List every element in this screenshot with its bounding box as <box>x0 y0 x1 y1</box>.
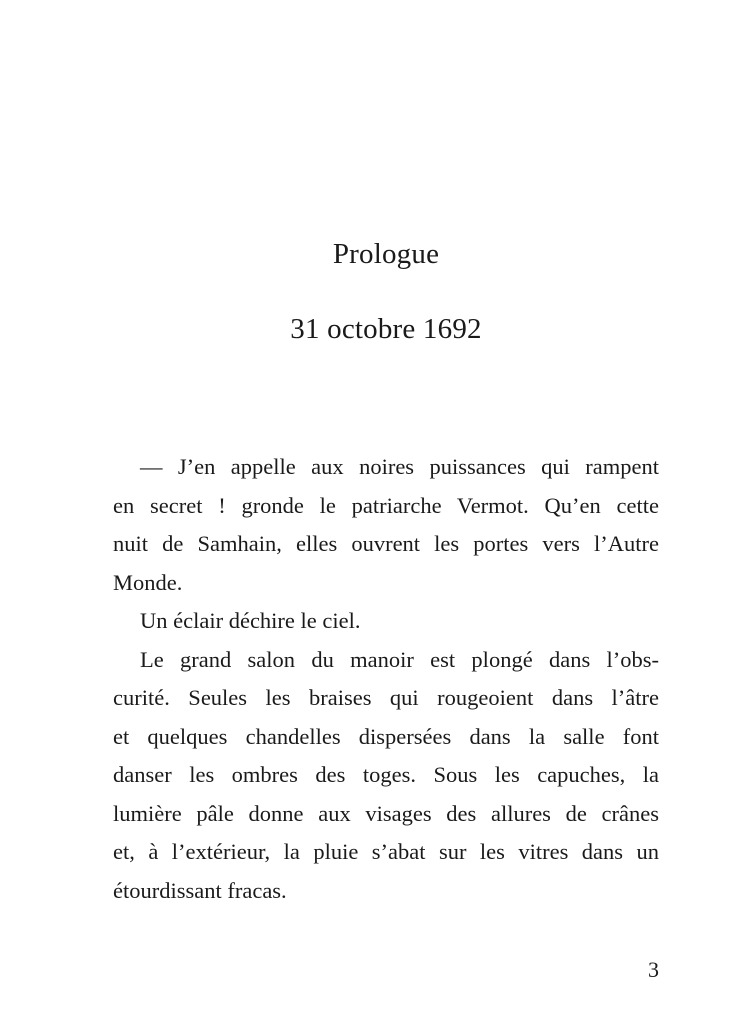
paragraph <box>113 641 659 911</box>
text-line: Un éclair déchire le ciel. <box>140 608 361 633</box>
text-line: nuit de Samhain, elles ouvrent les portes vers l’Autre <box>113 531 659 556</box>
text-line: Monde. <box>113 569 183 595</box>
page-number: 3 <box>648 957 659 982</box>
paragraph <box>113 602 659 641</box>
text-line: étourdissant fracas. <box>113 877 287 903</box>
text-line: et quelques chandelles dispersées dans la salle font <box>113 723 659 749</box>
chapter-title: Prologue <box>332 238 440 270</box>
paragraph <box>113 448 659 602</box>
text-line: — J’en appelle aux noires puissances qui rampent <box>140 454 659 479</box>
text-line: curité. Seules les braises qui rougeoient dans l’âtre <box>113 685 659 710</box>
text-line: Le grand salon du manoir est plongé dans l’obs- <box>140 646 659 672</box>
text-line: danser les ombres des toges. Sous les capuches, la <box>113 762 659 787</box>
text-line: en secret ! gronde le patriarche Vermot. Qu’en cette <box>113 492 659 518</box>
body-text <box>113 448 659 910</box>
chapter-date: 31 octobre 1692 <box>290 313 482 345</box>
text-line: et, à l’extérieur, la pluie s’abat sur les vitres dans un <box>113 839 659 864</box>
text-line: lumière pâle donne aux visages des allures de crânes <box>113 800 659 826</box>
